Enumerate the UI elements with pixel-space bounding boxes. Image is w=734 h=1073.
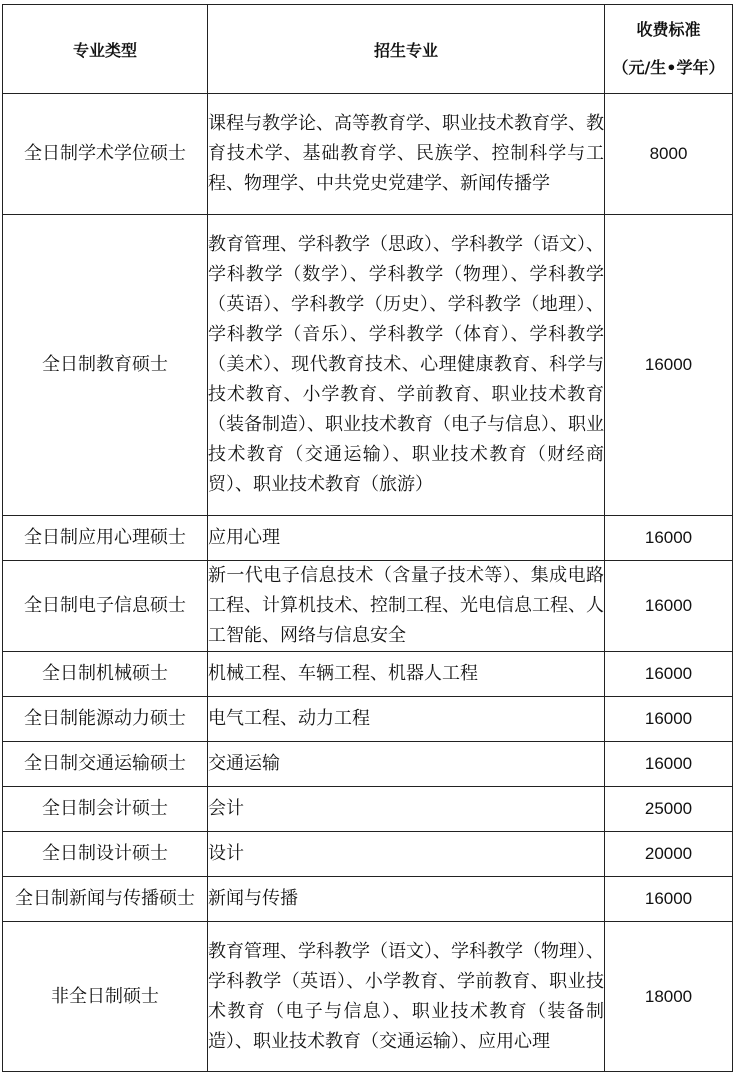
row-majors: 新一代电子信息技术（含量子技术等）、集成电路工程、计算机技术、控制工程、光电信息工程、人工智能、网络与信息安全	[208, 561, 605, 652]
row-fee: 16000	[605, 516, 733, 561]
table-row	[3, 697, 733, 742]
row-majors: 新闻与传播	[208, 877, 605, 922]
row-type: 全日制学术学位硕士	[3, 94, 208, 215]
table-row	[3, 94, 733, 215]
header-fee-standard	[605, 5, 733, 94]
row-type: 全日制机械硕士	[3, 652, 208, 697]
row-majors: 设计	[208, 832, 605, 877]
row-majors: 会计	[208, 787, 605, 832]
row-majors: 机械工程、车辆工程、机器人工程	[208, 652, 605, 697]
row-type: 全日制能源动力硕士	[3, 697, 208, 742]
row-majors: 应用心理	[208, 516, 605, 561]
header-major-type: 专业类型	[3, 5, 208, 94]
row-fee: 16000	[605, 215, 733, 516]
row-fee: 18000	[605, 922, 733, 1072]
row-fee: 16000	[605, 742, 733, 787]
row-fee: 16000	[605, 561, 733, 652]
table-row	[3, 832, 733, 877]
row-majors: 教育管理、学科教学（思政）、学科教学（语文）、学科教学（数学）、学科教学（物理）、学科教学（英语）、学科教学（历史）、学科教学（地理）、学科教学（音乐）、学科教学（体育）、学科教学（美术）、现代教育技术、心理健康教育、科学与技术教育、小学教育、学前教育、职业技术教育（装备制造）、职业技术教育（电子与信息）、职业技术教育（交通运输）、职业技术教育（财经商贸）、职业技术教育（旅游）	[208, 215, 605, 516]
row-type: 全日制新闻与传播硕士	[3, 877, 208, 922]
row-majors: 课程与教学论、高等教育学、职业技术教育学、教育技术学、基础教育学、民族学、控制科学与工程、物理学、中共党史党建学、新闻传播学	[208, 94, 605, 215]
table-row	[3, 516, 733, 561]
table-row	[3, 215, 733, 516]
row-fee: 8000	[605, 94, 733, 215]
tuition-fee-table	[2, 4, 733, 1072]
table-row	[3, 877, 733, 922]
row-fee: 16000	[605, 697, 733, 742]
row-majors: 电气工程、动力工程	[208, 697, 605, 742]
row-fee: 16000	[605, 652, 733, 697]
row-type: 全日制应用心理硕士	[3, 516, 208, 561]
table-row	[3, 787, 733, 832]
row-type: 全日制交通运输硕士	[3, 742, 208, 787]
header-fee-title: 收费标准	[636, 20, 701, 39]
table-row	[3, 652, 733, 697]
row-majors: 教育管理、学科教学（语文）、学科教学（物理）、学科教学（英语）、小学教育、学前教育、职业技术教育（电子与信息）、职业技术教育（装备制造）、职业技术教育（交通运输）、应用心理	[208, 922, 605, 1072]
header-fee-unit: （元/生•学年）	[612, 58, 725, 77]
row-fee: 20000	[605, 832, 733, 877]
row-type: 全日制教育硕士	[3, 215, 208, 516]
table-row	[3, 922, 733, 1072]
row-fee: 25000	[605, 787, 733, 832]
row-type: 全日制会计硕士	[3, 787, 208, 832]
row-type: 全日制设计硕士	[3, 832, 208, 877]
header-enrolled-majors: 招生专业	[208, 5, 605, 94]
row-type: 非全日制硕士	[3, 922, 208, 1072]
row-majors: 交通运输	[208, 742, 605, 787]
table-row	[3, 742, 733, 787]
table-row	[3, 561, 733, 652]
table-header-row	[3, 5, 733, 94]
row-type: 全日制电子信息硕士	[3, 561, 208, 652]
row-fee: 16000	[605, 877, 733, 922]
